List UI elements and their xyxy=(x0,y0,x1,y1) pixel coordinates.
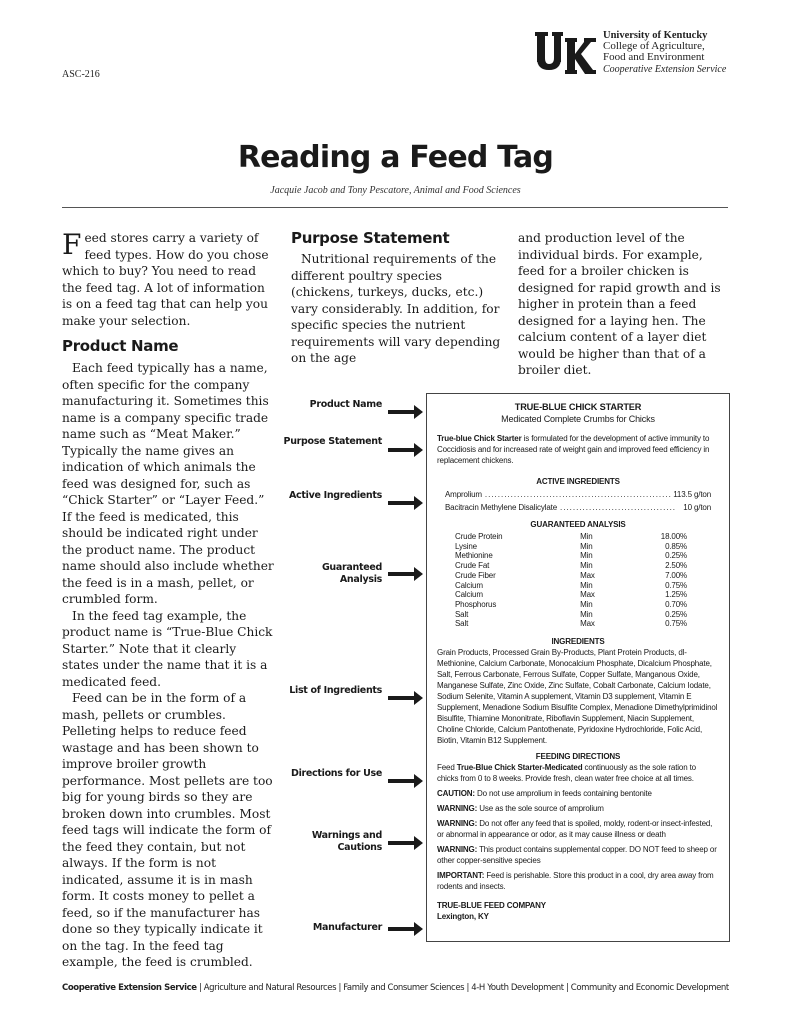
tag-purpose-text: is formulated for the development of active immunity to Coccidiosis and for increased rate of weight gain and improved feed efficiency in replacement chickens. xyxy=(437,434,710,465)
nutrient-name: Crude Fat xyxy=(455,561,490,571)
tag-feeding-directions xyxy=(437,762,719,784)
nutrient-value: 0.75% xyxy=(665,619,687,629)
table-row xyxy=(455,619,687,629)
university-name: University of Kentucky xyxy=(603,30,708,41)
nutrient-value: 7.00% xyxy=(665,570,687,580)
tag-warning-1-label: WARNING: xyxy=(437,804,478,814)
nutrient-value: 18.00% xyxy=(660,532,687,541)
tag-warning-1 xyxy=(437,803,719,814)
tag-caution-text: Do not use amprolium in feeds containing bentonite xyxy=(474,789,652,799)
table-row xyxy=(455,561,687,571)
tag-active-ingredient-row xyxy=(437,489,719,500)
tag-important xyxy=(437,870,719,892)
publication-id: ASC-216 xyxy=(62,69,100,80)
callout-list-of-ingredients: List of Ingredients xyxy=(289,685,382,696)
nutrient-name: Calcium xyxy=(455,590,483,600)
tag-warning-3-label: WARNING: xyxy=(437,845,478,855)
table-row xyxy=(455,542,687,552)
tag-warning-2-text: Do not offer any feed that is spoiled, moldy, rodent-or insect-infested, or abnormal in appearance or odor, as it may cause illness or death xyxy=(437,819,713,840)
tag-guaranteed-analysis-table xyxy=(455,532,687,629)
callout-directions-for-use: Directions for Use xyxy=(290,768,382,779)
tag-warning-3 xyxy=(437,844,719,866)
callout-manufacturer: Manufacturer xyxy=(312,922,382,933)
active-ingredient-value: 113.5 g/ton xyxy=(673,490,711,499)
tag-important-label: IMPORTANT: xyxy=(437,871,485,881)
tag-purpose-statement xyxy=(437,433,719,466)
nutrient-value: 0.85% xyxy=(665,541,687,551)
arrow-right-icon xyxy=(388,835,424,851)
nutrient-value: 0.70% xyxy=(665,599,687,609)
nutrient-limit: Max xyxy=(580,590,595,600)
product-name-paragraph-3: Feed can be in the form of a mash, pellets or crumbles. Pelleting helps to reduce feed wastage and has been shown to improve broiler growth performance. Most pellets are too big for young birds so they are broken down into crumbles. Most feed tags will indicate the form of the feed they contain, but not always. If the form is not indicated, assume it is in mash form. It costs money to pellet a feed, so if the manufacturer has done so they typically indicate it on the tag. In the feed tag example, the feed is crumbled. xyxy=(62,691,273,969)
nutrient-value: 0.75% xyxy=(665,580,687,590)
nutrient-name: Salt xyxy=(455,619,469,629)
drop-cap: F xyxy=(62,228,82,261)
table-row xyxy=(455,610,687,620)
nutrient-limit: Min xyxy=(580,551,593,561)
table-row xyxy=(455,551,687,561)
tag-warning-2-label: WARNING: xyxy=(437,819,478,829)
table-row xyxy=(455,600,687,610)
tag-warning-2 xyxy=(437,818,719,840)
tag-caution xyxy=(437,788,719,799)
arrow-right-icon xyxy=(388,773,424,789)
product-name-paragraph-2: In the feed tag example, the product name is “True-Blue Chick Starter.” Note that it clearly states under the name that it is a medicated feed. xyxy=(62,608,273,689)
tag-important-text: Feed is perishable. Store this product in a cool, dry area away from rodents and insects. xyxy=(437,871,714,892)
nutrient-value: 2.50% xyxy=(665,561,687,571)
nutrient-name: Methionine xyxy=(455,551,493,561)
purpose-statement-heading: Purpose Statement xyxy=(291,229,450,247)
nutrient-limit: Min xyxy=(580,541,593,551)
nutrient-limit: Min xyxy=(580,561,593,571)
table-row xyxy=(455,571,687,581)
tag-caution-label: CAUTION: xyxy=(437,789,475,799)
page-title: Reading a Feed Tag xyxy=(237,140,554,175)
callout-guaranteed-analysis: Guaranteed Analysis xyxy=(321,562,382,585)
title-divider xyxy=(62,207,728,208)
footer xyxy=(62,983,730,993)
tag-manufacturer xyxy=(437,900,719,922)
active-ingredient-value: 10 g/ton xyxy=(683,503,711,512)
leader-dots: .................................... xyxy=(560,503,677,512)
callout-warnings-and-cautions: Warnings and Cautions xyxy=(311,830,382,853)
nutrient-limit: Min xyxy=(580,580,593,590)
intro-paragraph xyxy=(62,230,274,329)
tag-purpose-bold: True-blue Chick Starter xyxy=(437,434,522,443)
tag-active-ingredients-heading: ACTIVE INGREDIENTS xyxy=(536,477,620,486)
tag-ingredients-heading: INGREDIENTS xyxy=(551,637,605,647)
active-ingredient-name: Bacitracin Methylene Disalicylate xyxy=(445,503,557,512)
footer-service-name: Cooperative Extension Service xyxy=(62,983,197,993)
arrow-right-icon xyxy=(388,566,424,582)
arrow-right-icon xyxy=(388,442,424,458)
tag-active-ingredients-list xyxy=(437,489,719,513)
college-name-line1: College of Agriculture, xyxy=(603,40,705,52)
callout-purpose-statement: Purpose Statement xyxy=(283,436,382,447)
tag-directions-pre: Feed xyxy=(437,763,457,773)
nutrient-limit: Max xyxy=(580,619,595,629)
extension-service: Cooperative Extension Service xyxy=(603,64,727,75)
column-1 xyxy=(62,230,274,971)
table-row xyxy=(455,590,687,600)
tag-product-name: TRUE-BLUE CHICK STARTER xyxy=(514,402,642,412)
tag-product-subtitle: Medicated Complete Crumbs for Chicks xyxy=(501,414,655,424)
institution-block xyxy=(603,30,726,75)
authors: Jacquie Jacob and Tony Pescatore, Animal and Food Sciences xyxy=(270,185,521,196)
tag-directions-product: True-Blue Chick Starter-Medicated xyxy=(456,763,583,773)
nutrient-limit: Min xyxy=(580,532,593,541)
table-row xyxy=(455,581,687,591)
tag-directions-post: continuously as the sole ration to chicks from 0 to 8 weeks. Provide fresh, clean water free choice at all times. xyxy=(437,763,696,784)
purpose-paragraph: Nutritional requirements of the different poultry species (chickens, turkeys, ducks, etc.) vary considerably. In addition, for specific species the nutrient requirements will vary depending on the age xyxy=(291,252,501,365)
intro-text: eed stores carry a variety of feed types. How do you chose which to buy? You need to read the feed tag. A lot of information is on a feed tag that can help you make your selection. xyxy=(62,231,269,328)
footer-program-areas: | Agriculture and Natural Resources | Family and Consumer Sciences | 4-H Youth Development | Community and Economic Development xyxy=(196,983,729,993)
arrow-right-icon xyxy=(388,495,424,511)
uk-logo xyxy=(535,30,597,76)
nutrient-name: Phosphorus xyxy=(455,599,497,609)
tag-ingredients-text: Grain Products, Processed Grain By-Products, Plant Protein Products, dl-Methionine, Calcium Carbonate, Monocalcium Phosphate, Dicalcium Phosphate, Salt, Ferrous Carbonate, Ferrous Sulfate, Copper Sulfate, Manganous Oxide, Manganese Sulfate, Zinc Oxide, Zinc Sulfate, Cobalt Carbonate, Calcium Iodate, Sodium Selenite, Vitamin A supplement, Vitamin D3 supplement, Vitamin E Supplement, Menadione Sodium Bisulfite Complex, Menadione Dimethylprimidinol Bisulfite, Thiamine Mononitrate, Riboflavin Supplement, Niacin Supplement, Choline Chloride, Calcium Pantothenate, Pyridoxine Hydrochloride, Folic Acid, Biotin, Vitamin B12 Supplement. xyxy=(437,648,718,746)
product-name-paragraph-1: Each feed typically has a name, often specific for the company manufacturing it. Sometimes this name is a company specific trade name such as “Meat Maker.” Typically the name gives an indication of which animals the feed was designed for, such as “Chick Starter” or “Layer Feed.” If the feed is medicated, this should be indicated right under the product name. The product name should also include whether the feed is in a mash, pellet, or crumbled form. xyxy=(62,361,274,606)
tag-manufacturer-location: Lexington, KY xyxy=(437,912,489,922)
tag-manufacturer-name: TRUE-BLUE FEED COMPANY xyxy=(437,901,546,911)
arrow-right-icon xyxy=(388,921,424,937)
purpose-paragraph-continued: and production level of the individual birds. For example, feed for a broiler chicken is designed for rapid growth and is higher in protein than a feed designed for a laying hen. The calcium content of a layer diet would be higher than that of a broiler diet. xyxy=(518,231,721,377)
arrow-right-icon xyxy=(388,404,424,420)
tag-warning-3-text: This product contains supplemental copper. DO NOT feed to sheep or other copper-sensitive species xyxy=(437,845,717,866)
nutrient-limit: Min xyxy=(580,599,593,609)
tag-active-ingredient-row xyxy=(437,502,719,513)
nutrient-name: Crude Fiber xyxy=(455,570,496,580)
column-2 xyxy=(291,229,501,367)
tag-warning-1-text: Use as the sole source of amprolium xyxy=(477,804,604,814)
nutrient-value: 0.25% xyxy=(665,551,687,561)
callout-active-ingredients: Active Ingredients xyxy=(288,490,382,501)
arrow-right-icon xyxy=(388,690,424,706)
active-ingredient-name: Amprolium xyxy=(445,490,482,499)
table-row xyxy=(455,532,687,542)
column-3 xyxy=(518,230,730,379)
nutrient-name: Calcium xyxy=(455,580,483,590)
nutrient-name: Salt xyxy=(455,609,469,619)
product-name-heading: Product Name xyxy=(62,337,179,355)
leader-dots: .......................................................... xyxy=(484,490,672,499)
nutrient-value: 0.25% xyxy=(665,609,687,619)
nutrient-name: Lysine xyxy=(455,541,477,551)
tag-feeding-directions-heading: FEEDING DIRECTIONS xyxy=(535,752,621,762)
nutrient-value: 1.25% xyxy=(665,590,687,600)
tag-guaranteed-analysis-heading: GUARANTEED ANALYSIS xyxy=(530,520,626,529)
callout-product-name: Product Name xyxy=(309,399,382,410)
nutrient-limit: Max xyxy=(580,570,595,580)
college-name-line2: Food and Environment xyxy=(603,51,705,63)
nutrient-name: Crude Protein xyxy=(455,532,503,541)
nutrient-limit: Min xyxy=(580,609,593,619)
feed-tag-example xyxy=(426,393,730,942)
